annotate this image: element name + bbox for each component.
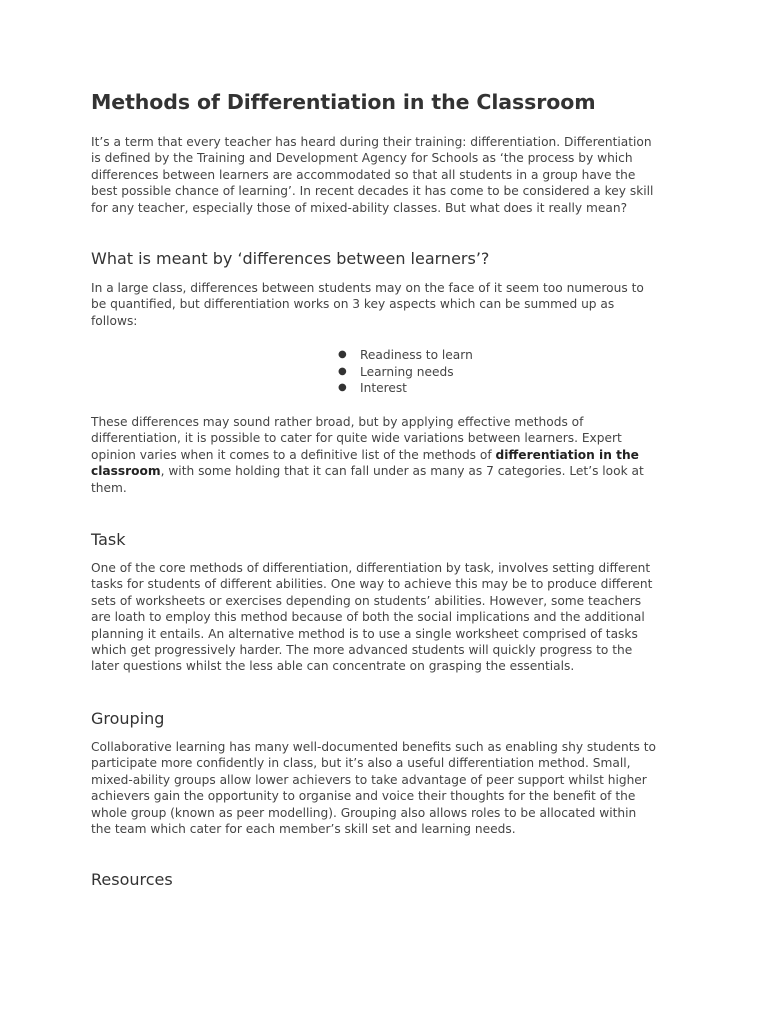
bullet-icon: ● bbox=[338, 349, 347, 360]
intro-line: It’s a term that every teacher has heard during their training: differentiation. Differentiation bbox=[91, 135, 652, 149]
paragraph-line: In a large class, differences between students may on the face of it seem too numerous to bbox=[91, 281, 644, 295]
paragraph-line: be quantified, but differentiation works on 3 key aspects which can be summed up as bbox=[91, 297, 615, 312]
paragraph-line: differentiation, it is possible to cater for quite wide variations between learners. Expert bbox=[91, 431, 622, 446]
paragraph-line: tasks for students of different abilities. One way to achieve this may be to produce different bbox=[91, 577, 653, 592]
list-item-label: Interest bbox=[360, 381, 407, 396]
paragraph-line: One of the core methods of differentiation, differentiation by task, involves setting different bbox=[91, 561, 651, 575]
intro-line: differences between learners are accommodated so that all students in a group have the bbox=[91, 167, 636, 182]
bold-keyword: classroom bbox=[91, 464, 161, 479]
paragraph-line: follows: bbox=[91, 313, 138, 328]
paragraph-line: These differences may sound rather broad, but by applying effective methods of bbox=[91, 415, 584, 429]
paragraph-line: Collaborative learning has many well-documented benefits such as enabling shy students to bbox=[91, 740, 656, 754]
intro-paragraph bbox=[91, 134, 654, 216]
paragraph-line bbox=[91, 447, 651, 463]
list-item bbox=[335, 380, 473, 397]
heading-resources: Resources bbox=[91, 870, 173, 889]
intro-line: best possible chance of learning’. In recent decades it has come to be considered a key skill bbox=[91, 184, 654, 199]
paragraph-line: mixed-ability groups allow lower achievers to take advantage of peer support whilst higher bbox=[91, 772, 647, 787]
text-run: , with some holding that it can fall under as many as 7 categories. Let’s look at bbox=[160, 464, 644, 479]
heading-task: Task bbox=[91, 530, 126, 549]
heading-differences: What is meant by ‘differences between learners’? bbox=[91, 249, 490, 268]
list-item bbox=[335, 364, 473, 381]
paragraph-line: later questions whilst the less able can concentrate on grasping the essentials. bbox=[91, 659, 575, 674]
differences-paragraph-1 bbox=[91, 280, 651, 329]
text-run: opinion varies when it comes to a definitive list of the methods of bbox=[91, 447, 496, 462]
list-item-label: Readiness to learn bbox=[360, 348, 473, 362]
paragraph-line: whole group (known as peer modelling). Grouping also allows roles to be allocated within bbox=[91, 805, 637, 820]
paragraph-line: sets of worksheets or exercises depending on students’ abilities. However, some teachers bbox=[91, 593, 642, 608]
paragraph-line: them. bbox=[91, 480, 127, 495]
intro-line: is defined by the Training and Development Agency for Schools as ‘the process by which bbox=[91, 151, 633, 166]
differences-paragraph-2 bbox=[91, 414, 651, 496]
paragraph-line: which get progressively harder. The more advanced students will quickly progress to the bbox=[91, 643, 633, 658]
intro-line: for any teacher, especially those of mixed-ability classes. But what does it really mean? bbox=[91, 200, 628, 215]
grouping-paragraph bbox=[91, 739, 656, 837]
page-title: Methods of Differentiation in the Classroom bbox=[91, 90, 596, 114]
aspects-list bbox=[335, 347, 473, 397]
paragraph-line: achievers gain the opportunity to organise and voice their thoughts for the benefit of the bbox=[91, 789, 636, 804]
list-item-label: Learning needs bbox=[360, 364, 454, 379]
paragraph-line: planning it entails. An alternative method is to use a single worksheet comprised of tasks bbox=[91, 626, 638, 641]
paragraph-line: participate more confidently in class, but it’s also a useful differentiation method. Small, bbox=[91, 756, 631, 771]
list-item bbox=[335, 347, 473, 364]
paragraph-line bbox=[91, 463, 651, 479]
paragraph-line: are loath to employ this method because of both the social implications and the additional bbox=[91, 610, 645, 625]
bold-keyword: differentiation in the bbox=[495, 447, 639, 462]
task-paragraph bbox=[91, 560, 651, 675]
paragraph-line: the team which cater for each member’s skill set and learning needs. bbox=[91, 822, 516, 837]
heading-grouping: Grouping bbox=[91, 709, 165, 728]
bullet-icon: ● bbox=[338, 382, 347, 394]
bullet-icon: ● bbox=[338, 365, 347, 377]
